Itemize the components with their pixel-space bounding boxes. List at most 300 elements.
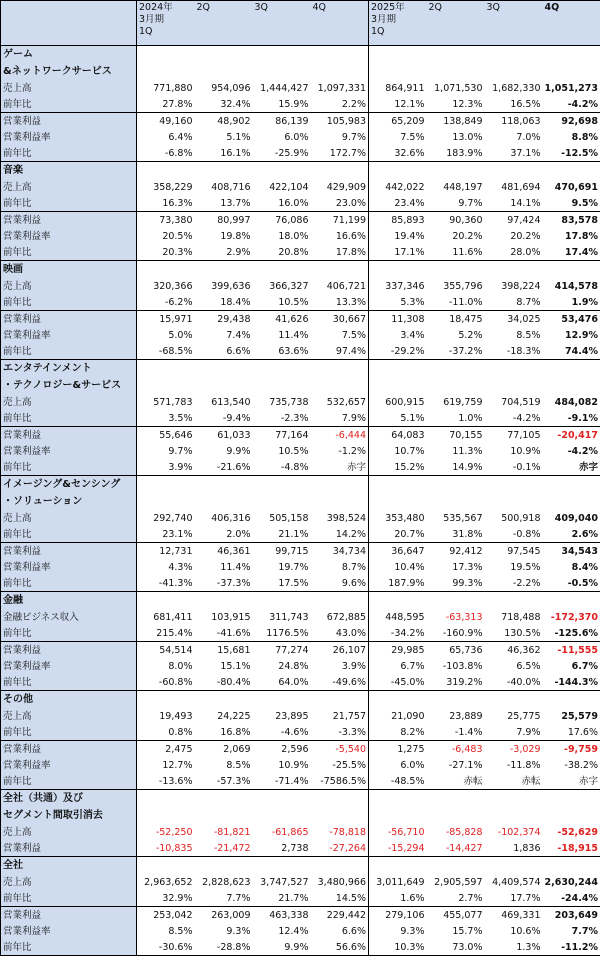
section-title-blank [311,857,369,875]
value-cell: -103.8% [442,660,483,672]
value-cell: 1,444,427 [260,82,309,94]
value-cell: 2.7% [458,892,483,904]
section-title-blank [311,807,369,824]
data-row [1,212,600,229]
section-title-row [1,807,600,824]
data-row [1,443,600,459]
value-cell: 358,229 [153,181,193,193]
header-period-1 [137,1,195,46]
row-label: 営業利益率 [1,658,137,674]
value-cell: 90,360 [427,212,485,229]
value-cell: 103,915 [211,611,251,623]
section-title-blank [253,360,311,378]
data-row [1,343,600,360]
data-row [1,394,600,410]
value-cell: 9.9% [253,939,311,956]
value-cell: 85,893 [369,212,427,229]
data-row [1,80,600,96]
value-cell: 17.5% [278,577,309,589]
row-label: 営業利益 [1,741,137,758]
row-label: 営業利益 [1,543,137,560]
value-cell: 17.3% [452,561,483,573]
value-cell: 9.3% [226,925,251,937]
value-cell: 15,971 [137,311,195,328]
value-cell: 15.1% [220,660,251,672]
value-cell: 61,033 [195,427,253,444]
value-cell: 20.2% [510,230,541,242]
value-cell: -0.8% [512,528,541,540]
header-corner [1,1,137,46]
value-cell: 2.6% [543,526,600,543]
value-cell: -48.5% [369,773,427,790]
section-title-blank [253,807,311,824]
value-cell: -49.6% [332,676,366,688]
section-title-blank [543,46,600,64]
value-cell: 735,738 [269,396,309,408]
value-cell: 21.1% [278,528,309,540]
section-title-blank [137,162,195,180]
value-cell: 10.3% [369,939,427,956]
value-cell: 8.4% [543,559,600,575]
value-cell: 64.0% [278,676,309,688]
value-cell: 4.3% [168,561,193,573]
section-title-blank [543,790,600,808]
section-title-blank [195,63,253,80]
value-cell: 73,380 [137,212,195,229]
section-title: その他 [1,691,137,709]
value-cell: -4.2% [543,96,600,113]
value-cell: 203,649 [543,907,600,924]
section-title-blank [543,162,600,180]
section-title-blank [311,592,369,610]
value-cell: 19.4% [369,228,427,244]
section-title-blank [543,63,600,80]
value-cell: 10.9% [510,445,541,457]
data-row [1,874,600,890]
value-cell: 7.5% [369,129,427,145]
value-cell: 46,362 [485,642,543,659]
value-cell: 70,155 [427,427,485,444]
data-row [1,129,600,145]
value-cell: -56,710 [369,824,427,840]
row-label: 営業利益 [1,113,137,130]
section-title-blank [369,493,427,510]
value-cell: -9,759 [543,741,600,758]
data-row [1,311,600,328]
row-label: 前年比 [1,625,137,642]
section-title: 音楽 [1,162,137,180]
section-title-blank [485,261,543,279]
value-cell: -6.2% [164,296,193,308]
value-cell: 16.3% [162,197,193,209]
value-cell: -85,828 [445,826,483,838]
value-cell: 7.7% [543,923,600,939]
value-cell: 30,667 [311,311,369,328]
data-row [1,510,600,526]
value-cell: 422,104 [269,181,309,193]
value-cell: 99,715 [253,543,311,560]
value-cell: -13.6% [158,775,193,787]
value-cell: 7.5% [341,329,366,341]
value-cell: 337,346 [369,278,427,294]
value-cell: 681,411 [153,611,193,623]
header-period-2 [195,1,253,46]
value-cell: -4.6% [280,726,309,738]
row-label: 営業利益 [1,642,137,659]
value-cell: 9.7% [341,131,366,143]
value-cell: 8.5% [516,329,541,341]
section-title-blank [543,360,600,378]
value-cell: 3,011,649 [369,874,427,890]
value-cell: 80,997 [195,212,253,229]
section-title-blank [253,261,311,279]
section-title-blank [543,261,600,279]
row-label: 営業利益率 [1,228,137,244]
value-cell: 353,480 [369,510,427,526]
value-cell: -2.3% [280,412,309,424]
value-cell: 23,889 [449,710,483,722]
section-title-row [1,46,600,64]
value-cell: 17.6% [543,724,600,741]
value-cell: 16.5% [510,98,541,110]
value-cell: 15.7% [452,925,483,937]
row-label: 営業利益率 [1,129,137,145]
row-label: 前年比 [1,575,137,592]
value-cell: 311,743 [269,611,309,623]
value-cell: 1,071,530 [434,82,483,94]
value-cell: -18.3% [506,345,541,357]
value-cell: -41.6% [216,627,251,639]
value-cell: 12.1% [369,96,427,113]
value-cell: -57.3% [216,775,251,787]
row-label: 前年比 [1,724,137,741]
value-cell: 92,412 [427,543,485,560]
data-row [1,96,600,113]
value-cell: -3,029 [485,741,543,758]
value-cell: 118,063 [485,113,543,130]
value-cell: 97,545 [485,543,543,560]
value-cell: 455,077 [427,907,485,924]
value-cell: 77,164 [253,427,311,444]
section-title-blank [253,63,311,80]
section-title-blank [543,493,600,510]
section-title-row [1,592,600,610]
value-cell: 1,836 [513,842,541,854]
value-cell: -24.4% [543,890,600,907]
value-cell: 320,366 [153,280,193,292]
data-row [1,625,600,642]
value-cell: -14,427 [445,842,483,854]
value-cell: -60.8% [158,676,193,688]
value-cell: 83,578 [543,212,600,229]
value-cell: 48,902 [195,113,253,130]
row-label: 営業利益率 [1,443,137,459]
value-cell: -78,818 [329,826,366,838]
data-row [1,674,600,691]
section-title-blank [485,691,543,709]
value-cell: 13.7% [220,197,251,209]
value-cell: 65,209 [369,113,427,130]
section-title-blank [137,377,195,394]
value-cell: -52,629 [543,824,600,840]
value-cell: 99.3% [452,577,483,589]
value-cell: 5.1% [369,410,427,427]
value-cell: 赤字 [346,461,366,473]
value-cell: -80.4% [216,676,251,688]
value-cell: 2.2% [341,98,366,110]
section-title-blank [369,691,427,709]
value-cell: 8.8% [543,129,600,145]
value-cell: 398,524 [326,512,366,524]
value-cell: 14.5% [335,892,366,904]
value-cell: 279,106 [369,907,427,924]
section-title-blank [195,476,253,494]
value-cell: 29,985 [369,642,427,659]
value-cell: 赤字 [543,459,600,476]
value-cell: -12.5% [543,145,600,162]
section-title-blank [427,63,485,80]
value-cell: 56.6% [311,939,369,956]
section-title-blank [543,857,600,875]
value-cell: 408,716 [211,181,251,193]
data-row [1,708,600,724]
value-cell: 187.9% [369,575,427,592]
value-cell: -4.2% [512,412,541,424]
section-title-blank [253,691,311,709]
value-cell: -45.0% [369,674,427,691]
value-cell: 8.5% [226,759,251,771]
section-title-blank [137,592,195,610]
section-title-row [1,691,600,709]
value-cell: 8.0% [168,660,193,672]
value-cell: 4,409,574 [492,876,541,888]
value-cell: 2.0% [226,528,251,540]
header-line: 4Q [544,2,560,13]
data-row [1,890,600,907]
section-title: ・テクノロジー&サービス [1,377,137,394]
row-label: 営業利益 [1,907,137,924]
value-cell: 34,734 [311,543,369,560]
section-title-blank [369,790,427,808]
value-cell: 10.4% [369,559,427,575]
value-cell: 17.1% [369,244,427,261]
value-cell: -172,370 [543,609,600,625]
value-cell: 15.9% [278,98,309,110]
header-line: 3月期 [371,14,397,25]
value-cell: -21.6% [216,461,251,473]
value-cell: -21,472 [213,842,251,854]
value-cell: 12,731 [137,543,195,560]
value-cell: 172.7% [329,147,366,159]
row-label: 売上高 [1,394,137,410]
section-title-blank [137,360,195,378]
section-title: 映画 [1,261,137,279]
value-cell: 500,918 [501,512,541,524]
value-cell: 398,224 [501,280,541,292]
data-row [1,410,600,427]
value-cell: 292,740 [153,512,193,524]
section-title-blank [427,493,485,510]
section-title-blank [543,807,600,824]
section-title-blank [311,162,369,180]
value-cell: 5.2% [458,329,483,341]
value-cell: 2,630,244 [543,874,600,890]
section-title-row [1,360,600,378]
data-row [1,757,600,773]
value-cell: -40.0% [506,676,541,688]
section-title-row [1,377,600,394]
data-row [1,642,600,659]
value-cell: -125.6% [543,625,600,642]
header-line: 2Q [196,2,211,13]
section-title-blank [543,476,600,494]
row-label: 前年比 [1,343,137,360]
value-cell: 6.0% [369,757,427,773]
value-cell: 229,442 [311,907,369,924]
row-label: 売上高 [1,874,137,890]
value-cell: 532,657 [326,396,366,408]
value-cell: -1.4% [454,726,483,738]
section-title-row [1,63,600,80]
section-title-blank [369,592,427,610]
row-label: 前年比 [1,459,137,476]
value-cell: 414,578 [543,278,600,294]
value-cell: 34,543 [543,543,600,560]
section-title-blank [485,162,543,180]
value-cell: 54,514 [137,642,195,659]
value-cell: 263,009 [195,907,253,924]
section-title-blank [311,46,369,64]
value-cell: 71,199 [311,212,369,229]
value-cell: 105,983 [311,113,369,130]
value-cell: -0.1% [512,461,541,473]
value-cell: 28.0% [510,246,541,258]
value-cell: -52,250 [155,826,193,838]
value-cell: 9.3% [369,923,427,939]
section-title-blank [543,592,600,610]
row-label: 営業利益 [1,212,137,229]
value-cell: 6.7% [543,658,600,674]
value-cell: 49,160 [137,113,195,130]
value-cell: 399,636 [211,280,251,292]
value-cell: 463,338 [253,907,311,924]
value-cell: -3.3% [338,726,366,738]
row-label: 金融ビジネス収入 [1,609,137,625]
value-cell: 954,096 [211,82,251,94]
value-cell: -9.4% [222,412,251,424]
section-title-blank [137,476,195,494]
value-cell: 3,747,527 [260,876,309,888]
value-cell: 1,097,331 [317,82,366,94]
data-row [1,543,600,560]
value-cell: 76,086 [253,212,311,229]
value-cell: 429,909 [326,181,366,193]
section-title-blank [485,790,543,808]
data-row [1,773,600,790]
data-row [1,145,600,162]
value-cell: -37.3% [216,577,251,589]
value-cell: 9.7% [458,197,483,209]
header-line: 2024年 [139,2,173,13]
value-cell: 448,595 [369,609,427,625]
section-title-blank [195,807,253,824]
value-cell: -6.8% [164,147,193,159]
value-cell: 77,105 [485,427,543,444]
value-cell: -4.8% [280,461,309,473]
row-label: 前年比 [1,674,137,691]
header-period-8 [543,1,600,46]
value-cell: -1.2% [338,445,366,457]
value-cell: -10,835 [155,842,193,854]
value-cell: 53,476 [543,311,600,328]
value-cell: 73.0% [427,939,485,956]
section-title-blank [253,790,311,808]
value-cell: 37.1% [510,147,541,159]
section-title-blank [253,46,311,64]
section-title-blank [195,493,253,510]
section-title-blank [485,476,543,494]
value-cell: 9.7% [168,445,193,457]
value-cell: 17.7% [510,892,541,904]
value-cell: 2,828,623 [202,876,251,888]
value-cell: 469,331 [485,907,543,924]
value-cell: 1.3% [485,939,543,956]
section-title-blank [485,377,543,394]
value-cell: 183.9% [446,147,483,159]
section-title-blank [195,691,253,709]
section-title-blank [195,360,253,378]
section-title: ・ソリューション [1,493,137,510]
section-title-blank [427,360,485,378]
value-cell: -102,374 [497,826,541,838]
section-title-blank [369,63,427,80]
value-cell: 24.8% [278,660,309,672]
value-cell: 11.6% [452,246,483,258]
section-title-row [1,476,600,494]
data-row [1,427,600,444]
data-row [1,244,600,261]
value-cell: 15,681 [195,642,253,659]
value-cell: 10.9% [278,759,309,771]
value-cell: -0.5% [543,575,600,592]
section-title-blank [137,857,195,875]
value-cell: 1176.5% [266,627,309,639]
value-cell: 7.0% [516,131,541,143]
header-line: 3Q [486,2,501,13]
value-cell: -41.3% [158,577,193,589]
row-label: 営業利益率 [1,923,137,939]
section-title-blank [427,807,485,824]
data-row [1,228,600,244]
row-label: 前年比 [1,244,137,261]
section-title-blank [311,261,369,279]
value-cell: 7.9% [341,412,366,424]
value-cell: 1,275 [369,741,427,758]
data-row [1,278,600,294]
header-line: 4Q [312,2,327,13]
value-cell: 535,567 [443,512,483,524]
value-cell: 7.7% [226,892,251,904]
value-cell: 6.4% [168,131,193,143]
section-title: ゲーム [1,46,137,64]
value-cell: 24,225 [217,710,251,722]
row-label: 売上高 [1,824,137,840]
value-cell: 64,083 [369,427,427,444]
value-cell: 771,880 [153,82,193,94]
value-cell: 65,736 [427,642,485,659]
header-line: 1Q [139,26,153,37]
value-cell: -30.6% [137,939,195,956]
